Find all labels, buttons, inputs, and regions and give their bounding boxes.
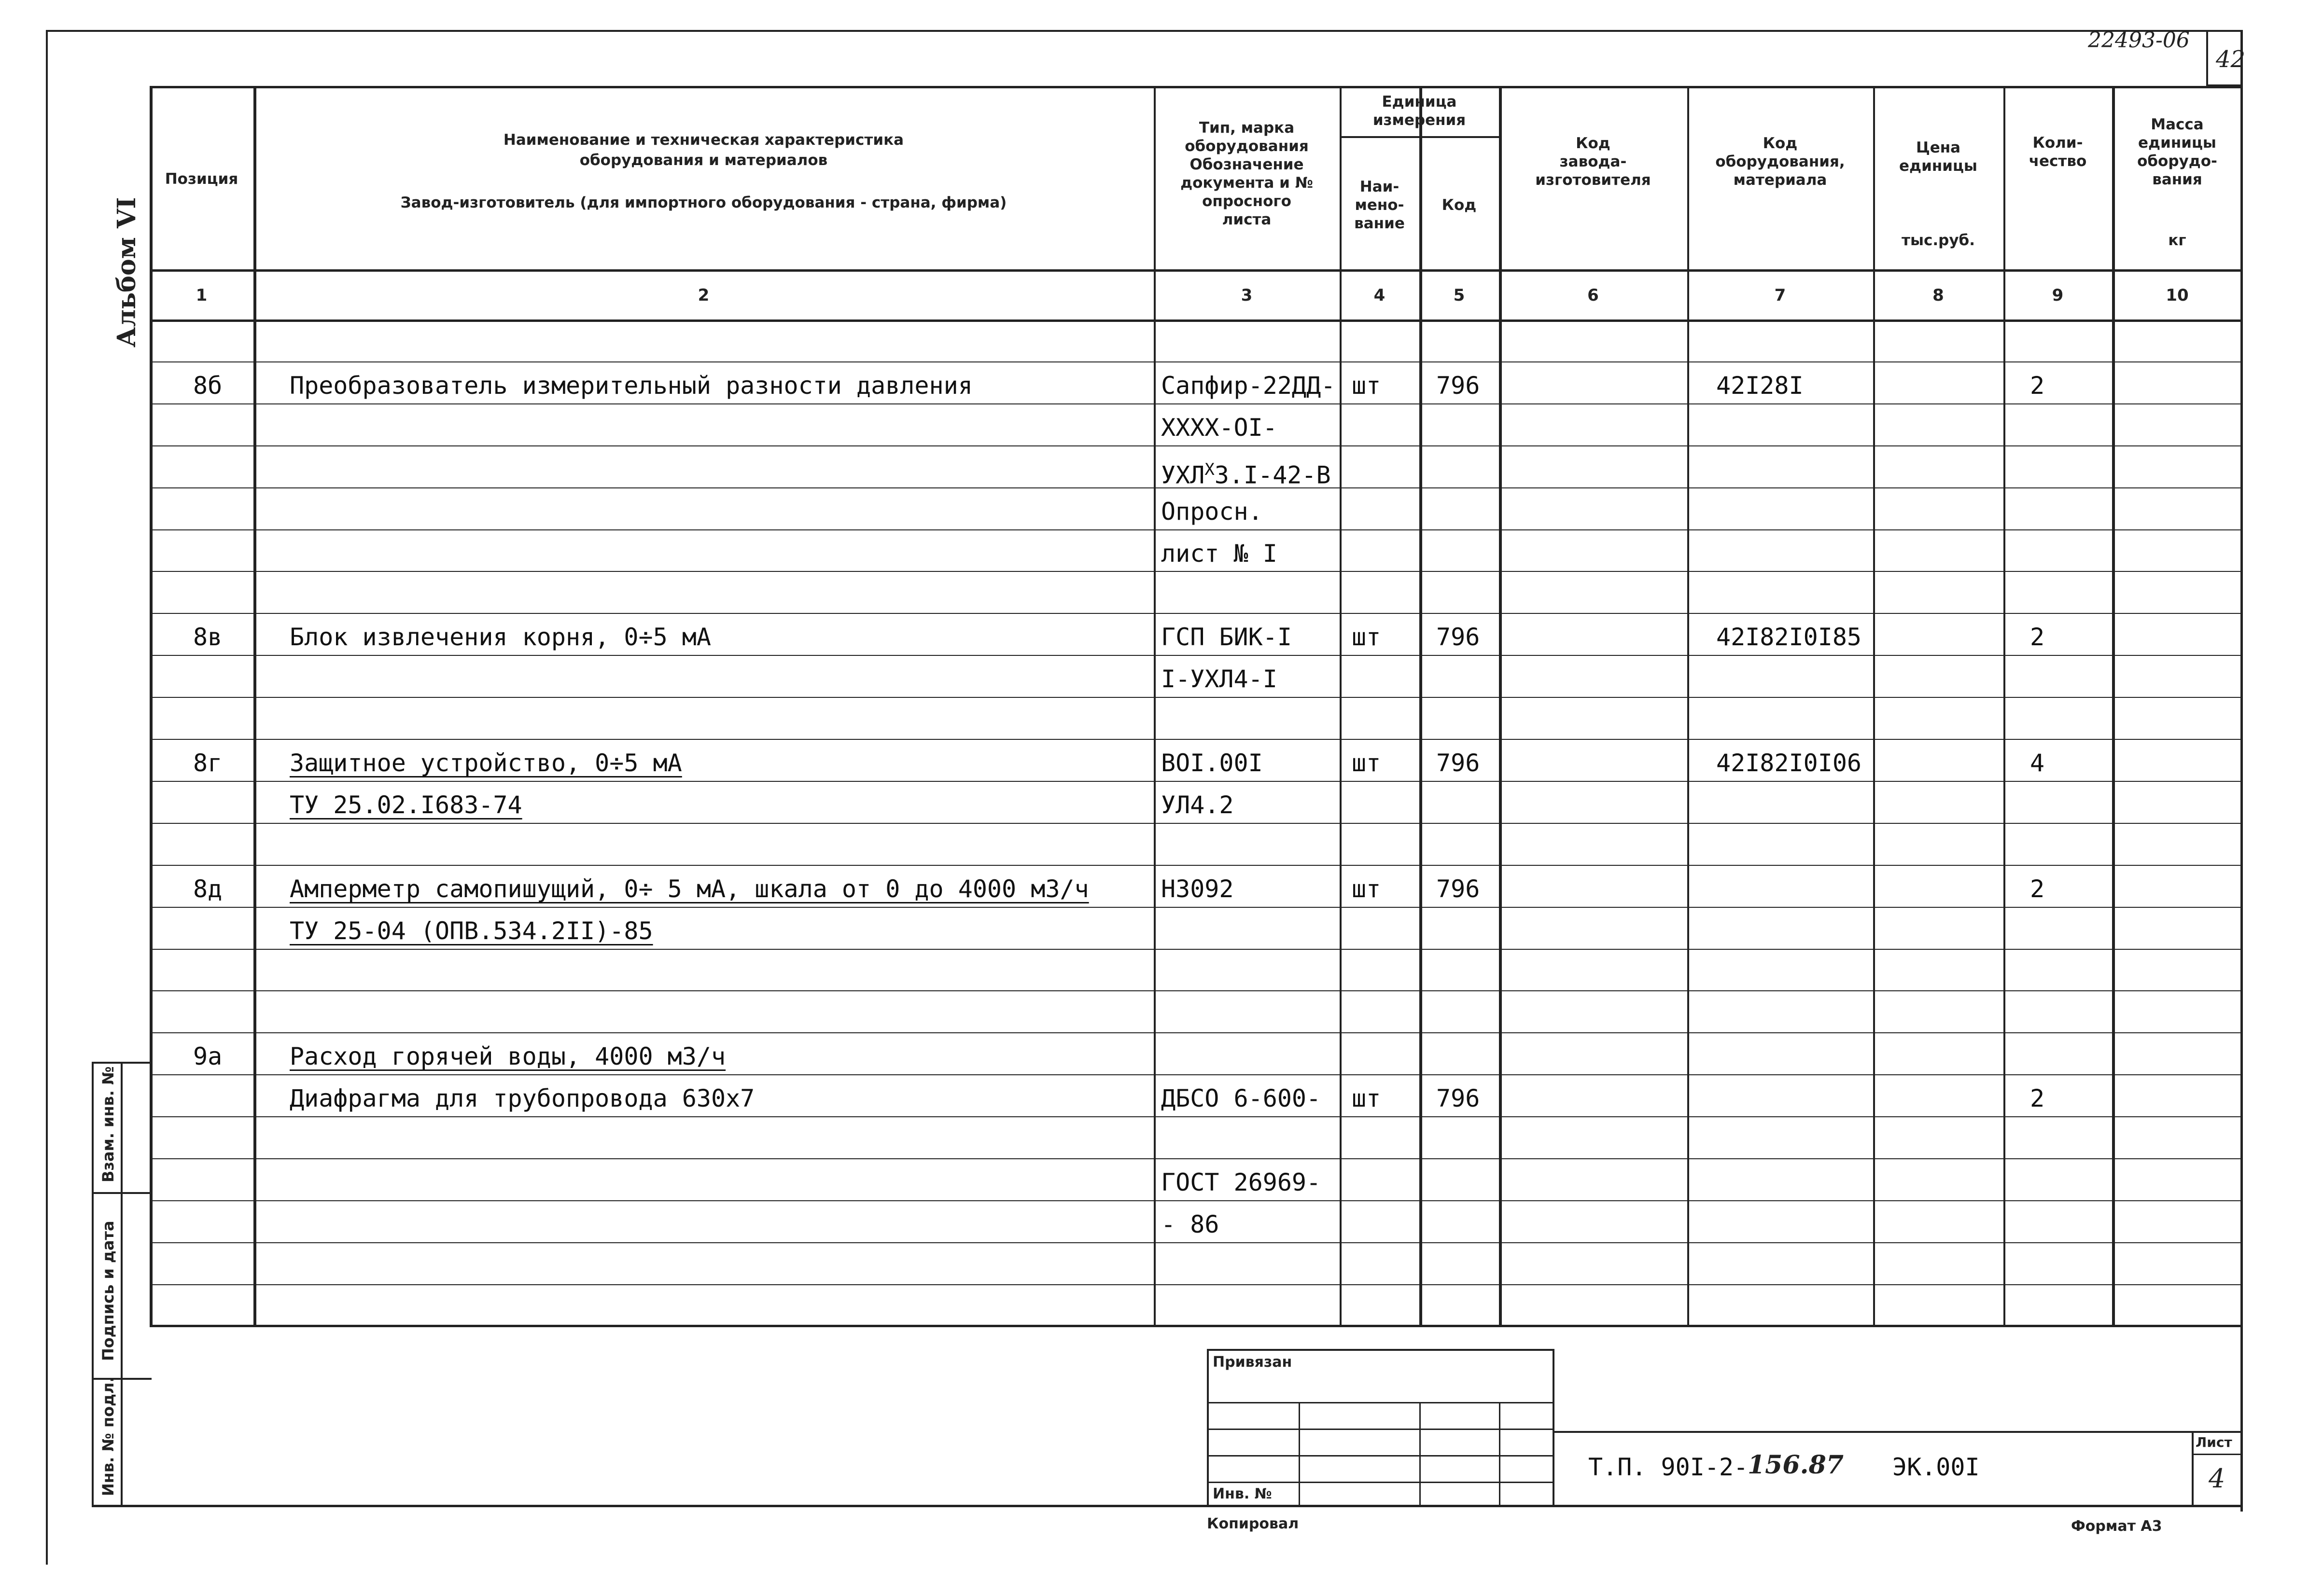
header-name-line1: Наименование и техническая характеристика [503, 131, 904, 149]
cell-position: 8г [193, 749, 223, 777]
list-label: Лист [2196, 1434, 2232, 1450]
footer-kopiroval: Копировал [1207, 1515, 1299, 1532]
header-name-line3: Завод-изготовитель (для импортного оборудования - страна, фирма) [400, 194, 1007, 211]
column-number: 1 [196, 286, 208, 305]
header-price: Цена единицы [1899, 139, 1977, 175]
cell-name: Защитное устройство, 0÷5 мА [290, 749, 682, 777]
unit-group-line [1340, 136, 1499, 138]
row-line [150, 445, 2242, 446]
drawing-area-line [150, 1325, 2242, 1327]
cell-type-rest: 3.I-42-В [1214, 461, 1331, 489]
cell-quantity: 2 [2030, 875, 2045, 903]
privyazan-box-top [1207, 1349, 1554, 1351]
cell-type: лист № I [1161, 540, 1277, 568]
row-line [150, 1158, 2242, 1159]
row-line [150, 613, 2242, 614]
cell-unit: шт [1352, 372, 1381, 400]
header-name-line2: оборудования и материалов [579, 152, 828, 169]
header-unit-code: Код [1441, 196, 1477, 214]
privyazan-label: Привязан [1213, 1354, 1292, 1371]
row-line [150, 1200, 2242, 1201]
column-number: 5 [1453, 286, 1465, 305]
column-number: 3 [1241, 286, 1253, 305]
cell-type-base: УХЛ [1161, 461, 1205, 489]
row-line [150, 1116, 2242, 1117]
cell-unit-code: 796 [1436, 623, 1480, 651]
row-line [150, 529, 2242, 530]
row-line [150, 739, 2242, 740]
cell-type: ДБСО 6-600- [1161, 1084, 1321, 1112]
cell-position: 8д [193, 875, 223, 903]
privyazan-v2 [1419, 1402, 1421, 1506]
colnum-bottom-line [150, 319, 2242, 322]
column-number: 9 [2052, 286, 2064, 305]
cell-type: ГОСТ 26969- [1161, 1168, 1321, 1196]
footer-format: Формат А3 [2071, 1518, 2162, 1535]
row-line [150, 781, 2242, 782]
column-number: 4 [1373, 286, 1385, 305]
cell-unit-code: 796 [1436, 372, 1480, 400]
side-stamp-podpis: Подпись и дата [99, 1221, 117, 1361]
page-box-left [2206, 30, 2208, 85]
column-number: 6 [1587, 286, 1599, 305]
row-line [150, 1032, 2242, 1033]
header-unit-group: Единица измерения [1372, 93, 1466, 129]
cell-type: XXXX-OI- [1161, 414, 1277, 442]
header-mass-unit: кг [2168, 231, 2186, 249]
row-line [150, 907, 2242, 908]
list-box-left [2192, 1431, 2194, 1506]
row-line [150, 571, 2242, 572]
row-line [150, 403, 2242, 404]
privyazan-h1 [1207, 1402, 1554, 1403]
album-label: Альбом VI [112, 197, 141, 347]
side-stamp-inv-podl: Инв. № подл. [99, 1376, 117, 1496]
cell-name: Амперметр самопишущий, 0÷ 5 мА, шкала от 0 до 4000 м3/ч [290, 875, 1089, 903]
side-stamp-right [121, 1062, 123, 1506]
cell-unit-code: 796 [1436, 749, 1480, 777]
cell-type: ГСП БИК-I [1161, 623, 1292, 651]
cell-type: УЛ4.2 [1161, 791, 1234, 819]
column-number: 10 [2166, 286, 2189, 305]
cell-equip-code: 42I28I [1716, 372, 1804, 400]
header-qty: Коли- чество [2029, 134, 2087, 170]
cell-type: - 86 [1161, 1210, 1219, 1238]
cell-position: 8б [193, 372, 223, 400]
cell-name: Преобразователь измерительный разности давления [290, 372, 973, 400]
cell-unit-code: 796 [1436, 875, 1480, 903]
cell-position: 9а [193, 1042, 223, 1070]
outer-frame-left [46, 30, 48, 1565]
doc-code-prefix: Т.П. 90I-2- [1588, 1453, 1749, 1481]
cell-name: Блок извлечения корня, 0÷5 мА [290, 623, 711, 651]
row-line [150, 1242, 2242, 1243]
cell-unit-code: 796 [1436, 1084, 1480, 1112]
header-type: Тип, марка оборудования Обозначение документа и № опросного листа [1180, 119, 1313, 228]
cell-equip-code: 42I82I0I06 [1716, 749, 1862, 777]
cell-name: Расход горячей воды, 4000 м3/ч [290, 1042, 726, 1070]
list-number: 4 [2209, 1463, 2225, 1494]
inv-label: Инв. № [1213, 1485, 1272, 1502]
header-plant-code: Код завода- изготовителя [1535, 135, 1651, 189]
cell-quantity: 4 [2030, 749, 2045, 777]
table-top-line [150, 86, 2242, 88]
cell-name: ТУ 25-04 (ОПВ.534.2II)-85 [290, 917, 653, 945]
column-number: 2 [698, 286, 710, 305]
outer-frame-bottom [92, 1505, 2242, 1507]
cell-type: Н3092 [1161, 875, 1234, 903]
cell-name: Диафрагма для трубопровода 630х7 [290, 1084, 755, 1112]
title-block-top [1554, 1431, 2242, 1433]
privyazan-v1 [1299, 1402, 1300, 1506]
cell-unit: шт [1352, 749, 1381, 777]
doc-code-hand: 156.87 [1748, 1450, 1844, 1480]
row-line [150, 990, 2242, 991]
cell-position: 8в [193, 623, 223, 651]
row-line [150, 1284, 2242, 1285]
header-equip-code: Код оборудования, материала [1715, 135, 1845, 189]
cell-type: I-УХЛ4-I [1161, 665, 1277, 693]
cell-unit: шт [1352, 875, 1381, 903]
cell-type [1161, 455, 1331, 490]
cell-type: Сапфир-22ДД- [1161, 372, 1336, 400]
column-number: 7 [1774, 286, 1786, 305]
row-line [150, 655, 2242, 656]
cell-type-superscript: X [1204, 460, 1215, 479]
cell-name: ТУ 25.02.I683-74 [290, 791, 522, 819]
header-mass: Масса единицы оборудо- вания [2137, 116, 2217, 188]
row-line [150, 361, 2242, 362]
row-line [150, 823, 2242, 824]
page-number-top: 42 [2216, 46, 2246, 73]
cell-unit: шт [1352, 1084, 1381, 1112]
side-stamp-top [92, 1062, 152, 1064]
cell-quantity: 2 [2030, 1084, 2045, 1112]
cell-quantity: 2 [2030, 623, 2045, 651]
outer-frame-top [46, 30, 2242, 32]
cell-equip-code: 42I82I0I85 [1716, 623, 1862, 651]
header-price-unit: тыс.руб. [1902, 231, 1975, 249]
side-stamp-div1 [92, 1192, 152, 1194]
doc-number-top: 22493-06 [2088, 28, 2190, 53]
cell-type: Опросн. [1161, 498, 1263, 526]
doc-code-suffix: ЭК.00I [1892, 1453, 1980, 1481]
list-box-mid [2192, 1454, 2242, 1455]
side-stamp-left [92, 1062, 94, 1506]
header-unit-name: Наи- мено- вание [1354, 178, 1405, 232]
privyazan-h3 [1207, 1455, 1554, 1457]
header-position: Позиция [165, 170, 238, 188]
privyazan-v3 [1499, 1402, 1500, 1506]
cell-quantity: 2 [2030, 372, 2045, 400]
cell-type: ВОI.00I [1161, 749, 1263, 777]
privyazan-h2 [1207, 1429, 1554, 1430]
row-line [150, 949, 2242, 950]
row-line [150, 697, 2242, 698]
privyazan-h4 [1207, 1482, 1554, 1483]
side-stamp-vzam: Взам. инв. № [99, 1066, 117, 1182]
row-line [150, 865, 2242, 866]
row-line [150, 1074, 2242, 1075]
cell-unit: шт [1352, 623, 1381, 651]
column-number: 8 [1932, 286, 1944, 305]
